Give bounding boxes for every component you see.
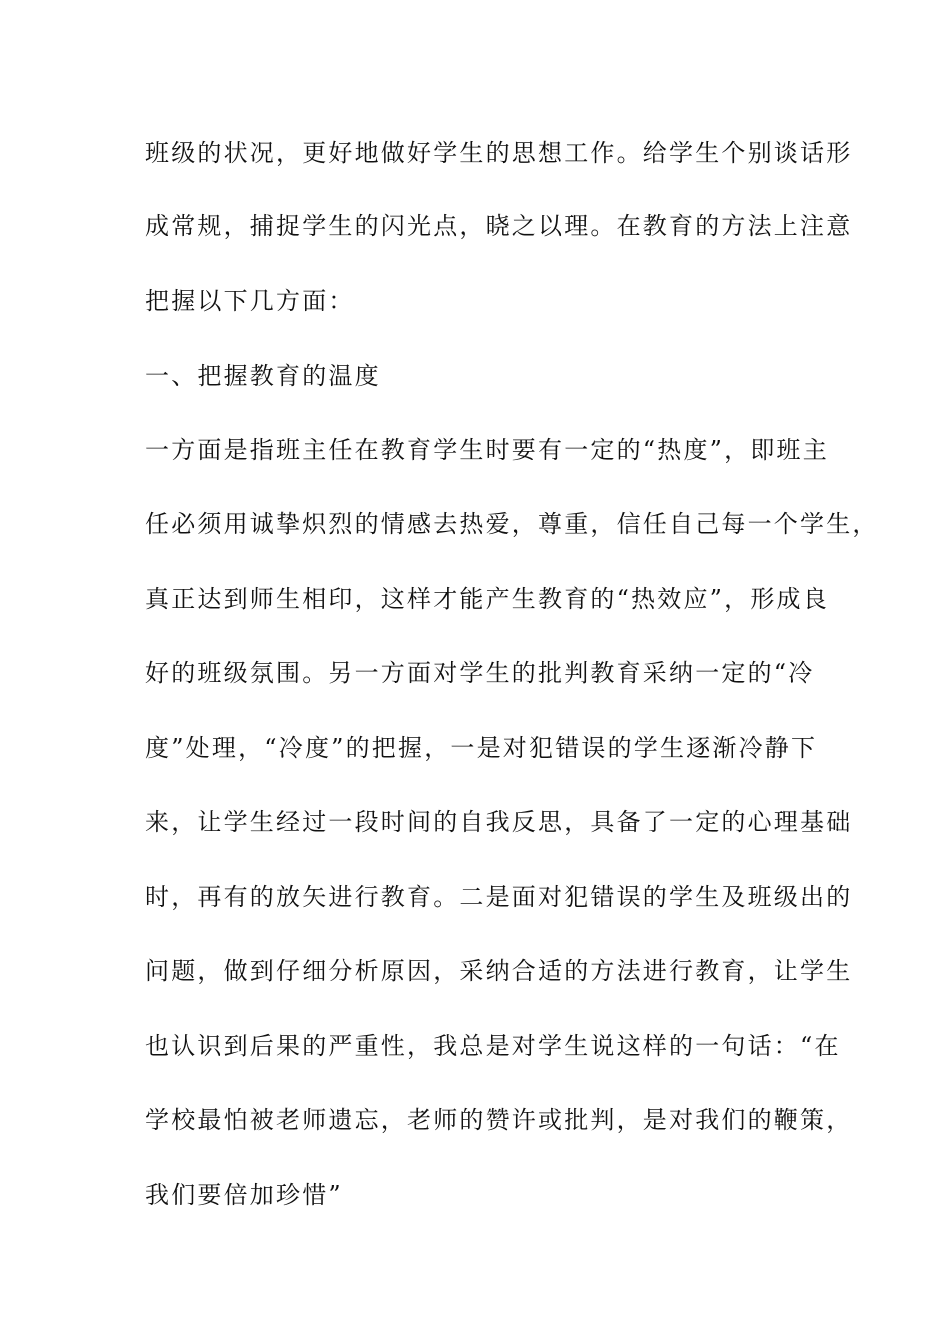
text-line: 成常规，捕捉学生的闪光点，晓之以理。在教育的方法上注意: [145, 212, 853, 240]
text-line: 班级的状况，更好地做好学生的思想工作。给学生个别谈话形: [145, 139, 853, 167]
text-line: 真正达到师生相印，这样才能产生教育的“热效应”，形成良: [145, 585, 829, 613]
section-heading: 一、把握教育的温度: [145, 362, 381, 390]
text-line: 把握以下几方面：: [145, 287, 355, 315]
text-line: 学校最怕被老师遗忘，老师的赞许或批判，是对我们的鞭策，: [145, 1106, 853, 1134]
text-line: 任必须用诚挚炽烈的情感去热爱，尊重，信任自己每一个学生，: [145, 510, 879, 538]
text-line: 度”处理，“冷度”的把握，一是对犯错误的学生逐渐冷静下: [145, 734, 818, 762]
text-line: 好的班级氛围。另一方面对学生的批判教育采纳一定的“冷: [145, 659, 815, 687]
text-line: 来，让学生经过一段时间的自我反思，具备了一定的心理基础: [145, 808, 853, 836]
text-line: 一方面是指班主任在教育学生时要有一定的“热度”，即班主: [145, 436, 829, 464]
text-line: 问题，做到仔细分析原因，采纳合适的方法进行教育，让学生: [145, 957, 853, 985]
text-line: 我们要倍加珍惜”: [145, 1181, 343, 1209]
text-line: 时，再有的放矢进行教育。二是面对犯错误的学生及班级出的: [145, 883, 853, 911]
text-line: 也认识到后果的严重性，我总是对学生说这样的一句话：“在: [145, 1032, 841, 1060]
